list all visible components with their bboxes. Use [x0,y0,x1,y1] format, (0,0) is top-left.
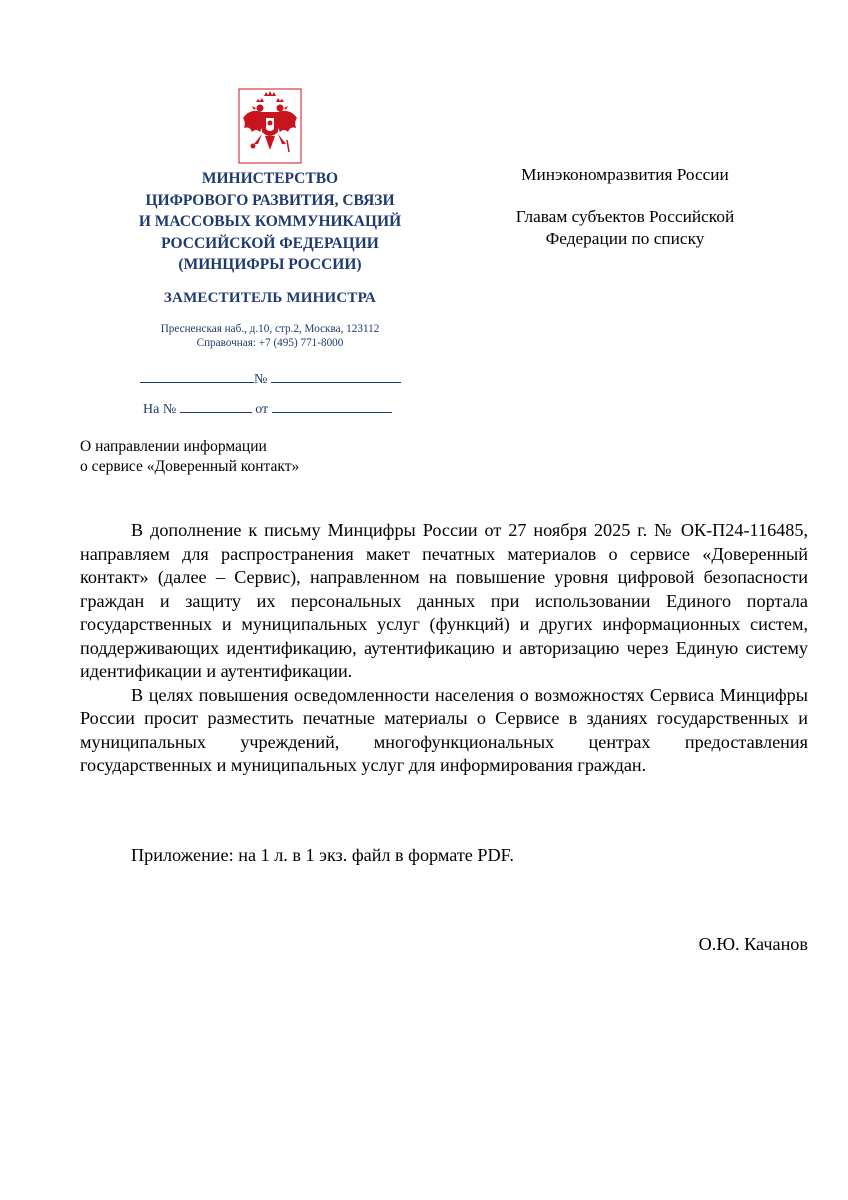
address-line: Пресненская наб., д.10, стр.2, Москва, 123112 [160,322,380,335]
reference-number-line [143,398,392,418]
letter-subject [80,437,299,477]
addressee-block [470,164,780,250]
ministry-name-line: РОССИЙСКОЙ ФЕДЕРАЦИИ [161,234,379,252]
body-paragraph: В целях повышения осведомленности населения о возможностях Сервиса Минцифры России просит разместить печатные материалы о Сервисе в зданиях государственных и муниципальных учреждений, многофункциональных центрах предоставления государственных и муниципальных услуг для информирования граждан. [80,684,808,775]
addressee-line: Минэкономразвития России [521,165,729,184]
subject-line: О направлении информации [80,438,267,455]
on-number-label: На № [143,402,177,417]
ministry-address [100,322,440,350]
addressee-line: Федерации по списку [545,229,705,248]
subject-line: о сервисе «Доверенный контакт» [80,458,300,475]
ministry-name [100,168,440,276]
body-paragraph: В дополнение к письму Минцифры России от 27 ноября 2025 г. № ОК-П24-116485, направляем для распространения макет печатных материалов о сервисе «Доверенный контакт» (далее – Сервис), направленном на повышение уровня цифровой безопасности граждан и защиту их персональных данных при использовании Единого портала государственных и муниципальных услуг (функций) и других информационных систем, поддерживающих идентификацию, аутентификацию и авторизацию через Единую систему идентификации и аутентификации. [80,520,808,681]
ministry-name-line: МИНИСТЕРСТВО [201,170,339,187]
registration-number-line [140,368,401,388]
letter-body [80,519,808,778]
signatory-name: О.Ю. Качанов [698,934,808,954]
date-blank [140,368,254,383]
reference-date-blank [272,398,392,413]
coat-of-arms-icon [238,88,302,164]
ministry-name-line: ЦИФРОВОГО РАЗВИТИЯ, СВЯЗИ [145,191,395,209]
phone-line: Справочная: +7 (495) 771-8000 [196,336,344,349]
ministry-name-line: И МАССОВЫХ КОММУНИКАЦИЙ [138,213,402,230]
deputy-minister-title: ЗАМЕСТИТЕЛЬ МИНИСТРА [163,289,377,306]
from-label: от [255,402,269,417]
number-sign: № [254,372,268,387]
addressee-line: Главам субъектов Российской [515,207,735,226]
attachment-note: Приложение: на 1 л. в 1 экз. файл в формате PDF. [131,845,514,865]
ministry-header [100,168,440,350]
number-blank [271,368,401,383]
ministry-name-line: (МИНЦИФРЫ РОССИИ) [178,256,362,273]
reference-number-blank [180,398,252,413]
